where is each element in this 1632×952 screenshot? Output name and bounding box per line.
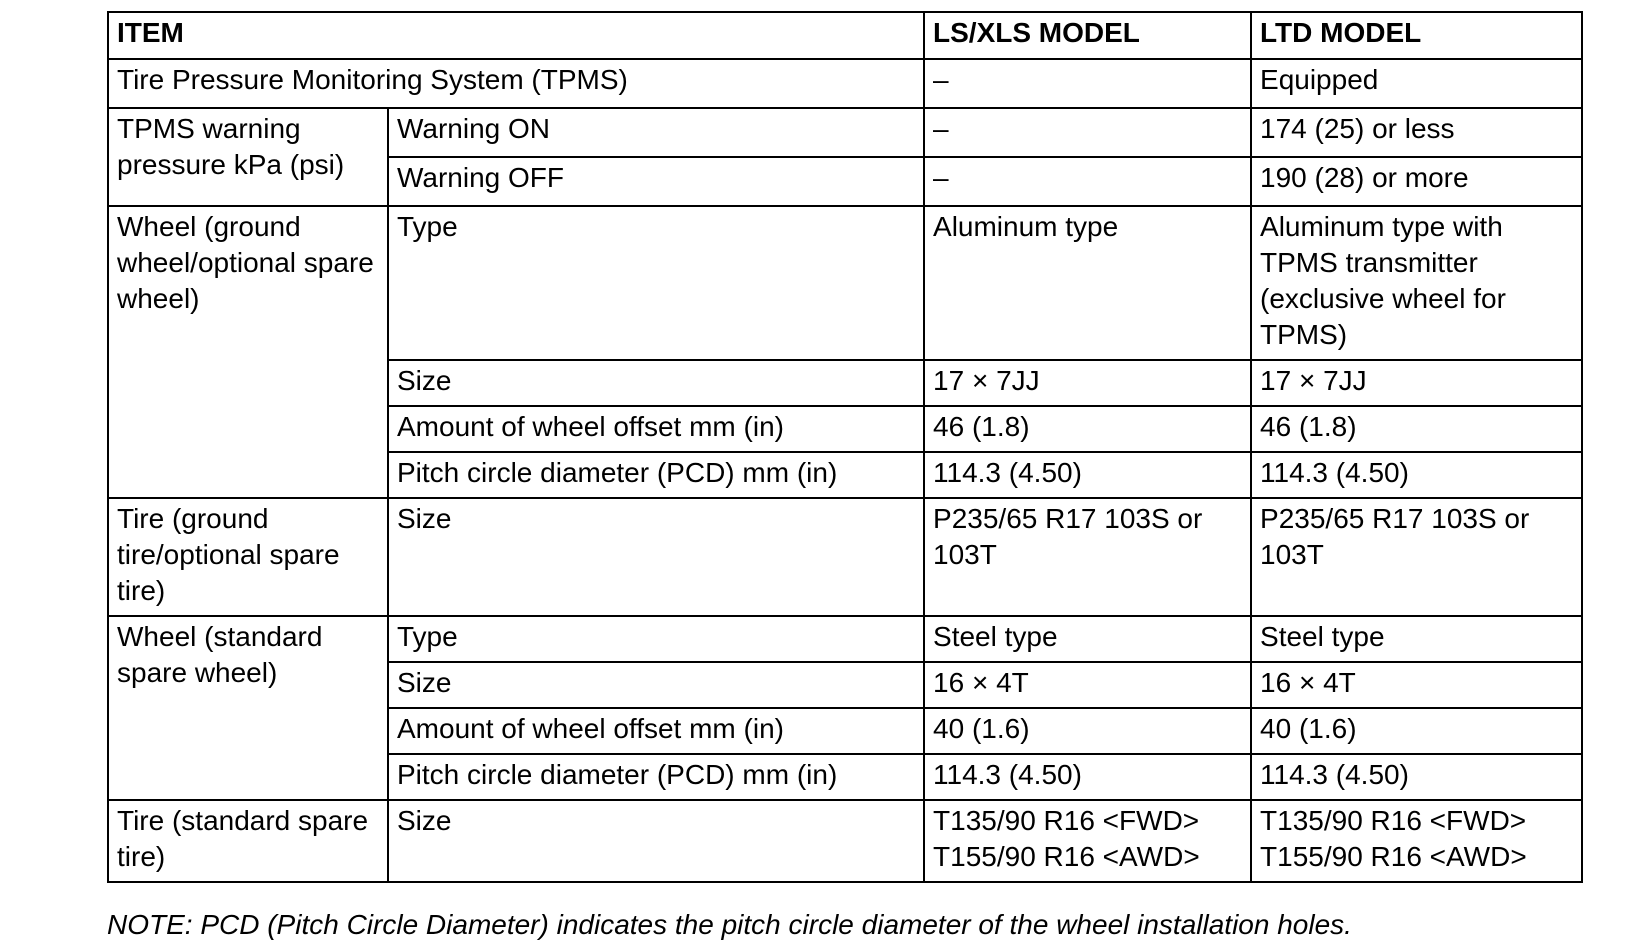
header-ltd-model: LTD MODEL [1251, 12, 1582, 59]
wheel-standard-offset-label: Amount of wheel offset mm (in) [388, 708, 924, 754]
wheel-standard-size-ls-xls: 16 × 4T [924, 662, 1251, 708]
table-row [108, 59, 1582, 108]
wheel-ground-size-ltd: 17 × 7JJ [1251, 360, 1582, 406]
wheel-ground-pcd-ls-xls: 114.3 (4.50) [924, 452, 1251, 498]
wheel-ground-size-label: Size [388, 360, 924, 406]
wheel-tire-spec-table [107, 11, 1583, 883]
wheel-standard-size-label: Size [388, 662, 924, 708]
table-row [108, 616, 1582, 662]
warning-off-label: Warning OFF [388, 157, 924, 206]
wheel-standard-size-ltd: 16 × 4T [1251, 662, 1582, 708]
tire-ground-size-ls-xls: P235/65 R17 103S or 103T [924, 498, 1251, 616]
warning-on-ls-xls: – [924, 108, 1251, 157]
wheel-standard-type-label: Type [388, 616, 924, 662]
wheel-standard-pcd-ltd: 114.3 (4.50) [1251, 754, 1582, 800]
wheel-standard-label: Wheel (standard spare wheel) [108, 616, 388, 800]
wheel-ground-type-label: Type [388, 206, 924, 360]
tire-standard-size-label: Size [388, 800, 924, 882]
tire-standard-size-ltd: T135/90 R16 <FWD> T155/90 R16 <AWD> [1251, 800, 1582, 882]
table-row [108, 108, 1582, 157]
tpms-label: Tire Pressure Monitoring System (TPMS) [108, 59, 924, 108]
table-row [108, 206, 1582, 360]
wheel-ground-offset-ls-xls: 46 (1.8) [924, 406, 1251, 452]
tire-standard-size-ls-xls: T135/90 R16 <FWD> T155/90 R16 <AWD> [924, 800, 1251, 882]
wheel-ground-type-ls-xls: Aluminum type [924, 206, 1251, 360]
tpms-ltd: Equipped [1251, 59, 1582, 108]
warning-off-ls-xls: – [924, 157, 1251, 206]
wheel-standard-offset-ltd: 40 (1.6) [1251, 708, 1582, 754]
tire-ground-label: Tire (ground tire/optional spare tire) [108, 498, 388, 616]
warning-on-ltd: 174 (25) or less [1251, 108, 1582, 157]
tire-standard-label: Tire (standard spare tire) [108, 800, 388, 882]
wheel-ground-pcd-ltd: 114.3 (4.50) [1251, 452, 1582, 498]
tire-ground-size-ltd: P235/65 R17 103S or 103T [1251, 498, 1582, 616]
warning-off-ltd: 190 (28) or more [1251, 157, 1582, 206]
tire-ground-size-label: Size [388, 498, 924, 616]
wheel-standard-pcd-label: Pitch circle diameter (PCD) mm (in) [388, 754, 924, 800]
table-row [108, 498, 1582, 616]
table-row [108, 800, 1582, 882]
wheel-standard-type-ltd: Steel type [1251, 616, 1582, 662]
header-item: ITEM [108, 12, 924, 59]
tpms-warning-label: TPMS warning pressure kPa (psi) [108, 108, 388, 206]
wheel-ground-pcd-label: Pitch circle diameter (PCD) mm (in) [388, 452, 924, 498]
tpms-ls-xls: – [924, 59, 1251, 108]
wheel-standard-type-ls-xls: Steel type [924, 616, 1251, 662]
header-ls-xls-model: LS/XLS MODEL [924, 12, 1251, 59]
wheel-ground-offset-ltd: 46 (1.8) [1251, 406, 1582, 452]
warning-on-label: Warning ON [388, 108, 924, 157]
header-row [108, 12, 1582, 59]
wheel-ground-label: Wheel (ground wheel/optional spare wheel) [108, 206, 388, 498]
wheel-ground-offset-label: Amount of wheel offset mm (in) [388, 406, 924, 452]
wheel-ground-type-ltd: Aluminum type with TPMS transmitter (exclusive wheel for TPMS) [1251, 206, 1582, 360]
wheel-standard-pcd-ls-xls: 114.3 (4.50) [924, 754, 1251, 800]
pcd-footnote: NOTE: PCD (Pitch Circle Diameter) indicates the pitch circle diameter of the wheel installation holes. [107, 909, 1352, 940]
wheel-ground-size-ls-xls: 17 × 7JJ [924, 360, 1251, 406]
wheel-standard-offset-ls-xls: 40 (1.6) [924, 708, 1251, 754]
